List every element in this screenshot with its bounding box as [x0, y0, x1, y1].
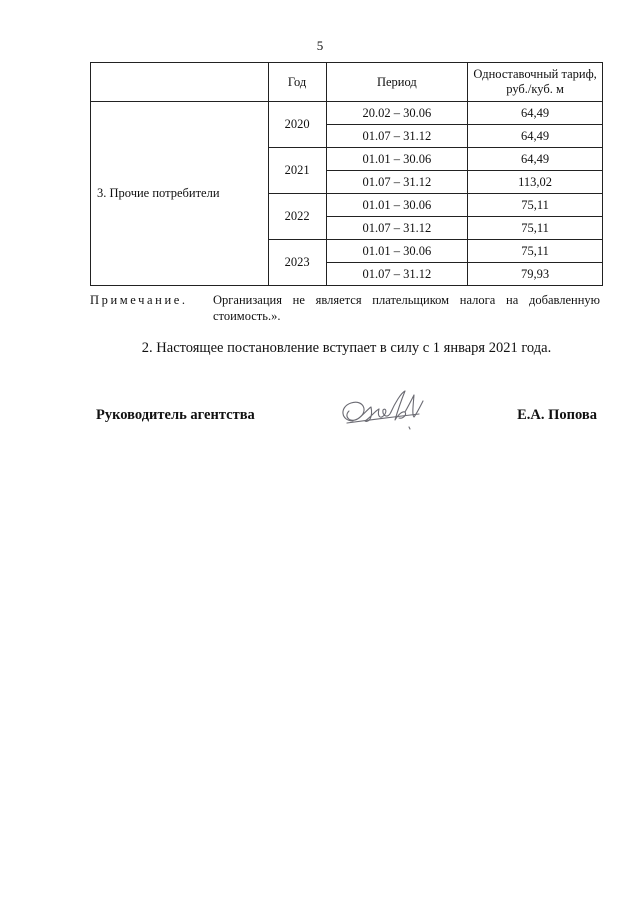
period-cell: 01.07 – 31.12	[326, 171, 468, 194]
period-cell: 01.01 – 30.06	[326, 240, 468, 263]
tariff-cell: 113,02	[468, 171, 603, 194]
signature-block	[90, 405, 603, 445]
year-cell: 2020	[268, 102, 326, 148]
table-row	[91, 102, 603, 125]
header-cell-tariff: Одноставочный тариф, руб./куб. м	[468, 63, 603, 102]
tariff-cell: 64,49	[468, 102, 603, 125]
year-cell: 2021	[268, 148, 326, 194]
category-cell: 3. Прочие потребители	[91, 102, 269, 286]
tariff-cell: 75,11	[468, 240, 603, 263]
table-header-row	[91, 63, 603, 102]
period-cell: 20.02 – 30.06	[326, 102, 468, 125]
decree-text: 2. Настоящее постановление вступает в силу с 1 января 2021 года.	[141, 340, 552, 356]
period-cell: 01.07 – 31.12	[326, 217, 468, 240]
signatory-name: Е.А. Попова	[517, 407, 597, 423]
header-cell-period: Период	[326, 63, 468, 102]
tariff-cell: 64,49	[468, 125, 603, 148]
tariff-cell: 75,11	[468, 194, 603, 217]
period-cell: 01.01 – 30.06	[326, 194, 468, 217]
tariff-cell: 75,11	[468, 217, 603, 240]
tariff-cell: 79,93	[468, 263, 603, 286]
period-cell: 01.01 – 30.06	[326, 148, 468, 171]
header-cell-year: Год	[268, 63, 326, 102]
note-text: Организация не является плательщиком налога на добавленную стоимость.».	[213, 293, 600, 323]
handwritten-signature	[335, 387, 430, 437]
tariff-cell: 64,49	[468, 148, 603, 171]
period-cell: 01.07 – 31.12	[326, 125, 468, 148]
year-cell: 2023	[268, 240, 326, 286]
page-number: 5	[316, 38, 324, 53]
tariff-table	[90, 62, 603, 286]
signatory-title: Руководитель агентства	[96, 407, 255, 423]
period-cell: 01.07 – 31.12	[326, 263, 468, 286]
year-cell: 2022	[268, 194, 326, 240]
header-cell-category	[91, 63, 269, 102]
note-label: Примечание.	[90, 293, 188, 307]
